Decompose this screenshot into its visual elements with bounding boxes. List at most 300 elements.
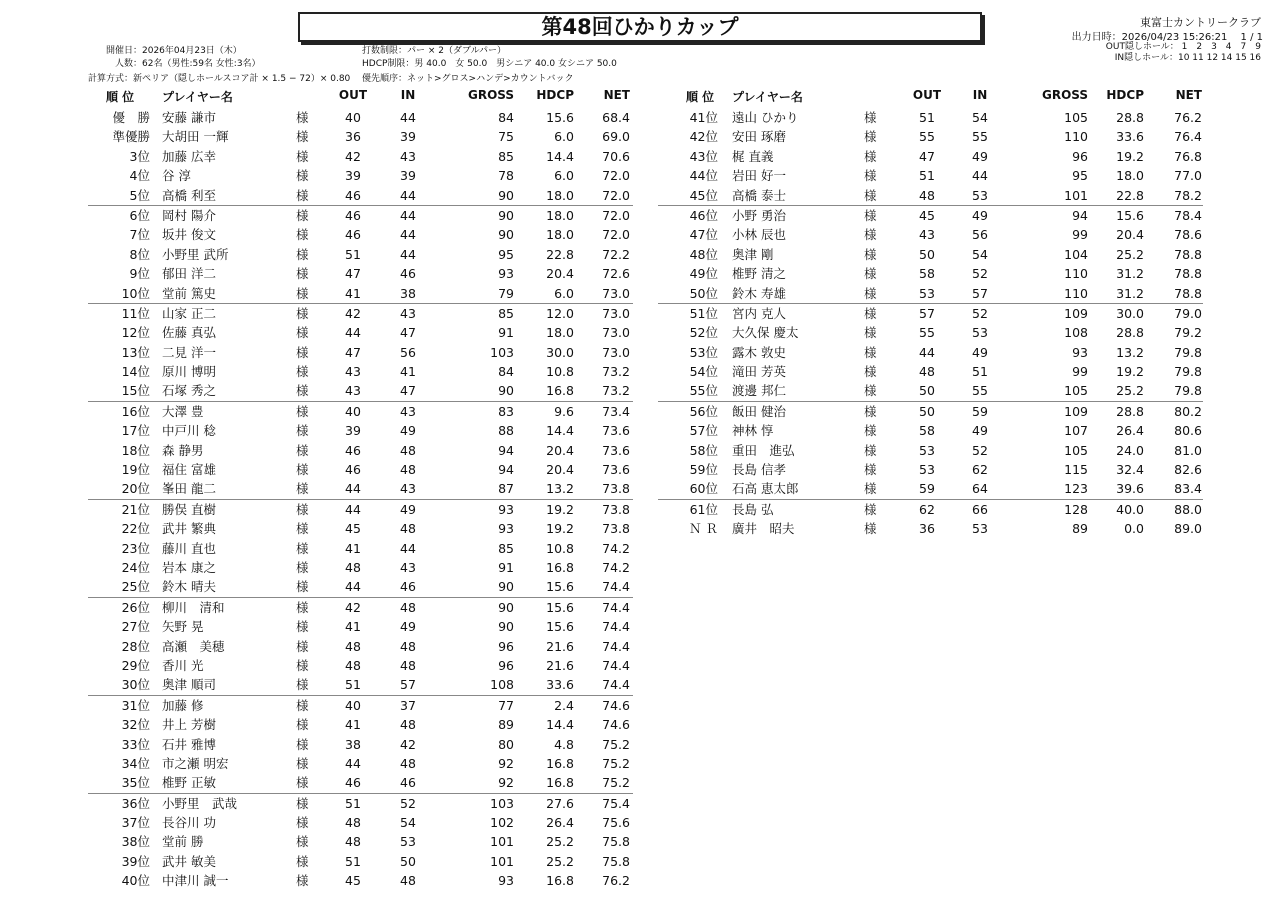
cell-name: 鈴木 晴夫 (162, 579, 216, 595)
cell-in: 47 (400, 325, 416, 341)
cell-rank: 42位 (689, 129, 718, 145)
strokes-limit: 打数制限：パー × 2（ダブルパー） (362, 46, 506, 56)
cell-out: 43 (919, 227, 935, 243)
cell-out: 51 (345, 677, 361, 693)
cell-sama: 様 (296, 657, 309, 673)
cell-gross: 93 (498, 266, 514, 282)
cell-rank: 5位 (129, 187, 150, 203)
cell-name: 廣井 昭夫 (732, 521, 795, 537)
event-info (88, 45, 261, 71)
cell-rank: 20位 (121, 481, 150, 497)
cell-sama: 様 (296, 619, 309, 635)
cell-hdcp: 28.8 (1116, 110, 1144, 125)
cell-sama: 様 (864, 305, 877, 321)
cell-sama: 様 (296, 521, 309, 537)
cell-in: 48 (400, 638, 416, 654)
cell-out: 55 (919, 129, 935, 145)
cell-sama: 様 (864, 364, 877, 380)
cell-out: 47 (345, 266, 361, 282)
cell-hdcp: 16.8 (546, 755, 574, 771)
cell-rank: 33位 (121, 736, 150, 752)
cell-gross: 85 (498, 540, 514, 556)
cell-sama: 様 (864, 521, 877, 537)
header-net: NET (1175, 88, 1202, 102)
header-name: プレイヤー名 (732, 90, 803, 104)
cell-in: 55 (972, 129, 988, 145)
cell-name: 小野 勇治 (732, 207, 786, 223)
cell-in: 56 (972, 227, 988, 243)
cell-in: 44 (400, 110, 416, 125)
cell-rank: 7位 (129, 227, 150, 243)
cell-out: 48 (345, 815, 361, 831)
cell-gross: 115 (1064, 462, 1088, 478)
table-row (88, 147, 633, 166)
cell-hdcp: 6.0 (554, 285, 574, 301)
cell-hdcp: 19.2 (1116, 148, 1144, 164)
cell-in: 52 (972, 442, 988, 458)
cell-net: 72.0 (602, 168, 630, 184)
cell-name: 岡村 陽介 (162, 207, 216, 223)
cell-out: 36 (919, 521, 935, 537)
cell-out: 46 (345, 462, 361, 478)
table-row (658, 166, 1203, 185)
cell-sama: 様 (296, 559, 309, 575)
cell-sama: 様 (296, 423, 309, 439)
cell-sama: 様 (296, 285, 309, 301)
cell-sama: 様 (864, 285, 877, 301)
cell-net: 73.0 (602, 305, 630, 321)
cell-net: 73.6 (602, 423, 630, 439)
table-row (88, 421, 633, 440)
cell-sama: 様 (864, 168, 877, 184)
cell-in: 53 (400, 834, 416, 850)
table-row (88, 343, 633, 362)
cell-gross: 110 (1064, 285, 1088, 301)
cell-hdcp: 15.6 (1116, 207, 1144, 223)
cell-rank: 優 勝 (112, 110, 150, 125)
cell-hdcp: 24.0 (1116, 442, 1144, 458)
cell-sama: 様 (296, 795, 309, 811)
cell-rank: 18位 (121, 442, 150, 458)
cell-hdcp: 33.6 (546, 677, 574, 693)
header-gross: GROSS (1042, 88, 1089, 102)
cell-in: 43 (400, 481, 416, 497)
cell-out: 47 (345, 344, 361, 360)
header-in: IN (400, 88, 416, 102)
cell-net: 81.0 (1174, 442, 1202, 458)
cell-in: 54 (972, 110, 988, 125)
cell-sama: 様 (296, 344, 309, 360)
cell-net: 75.4 (602, 795, 630, 811)
cell-gross: 85 (498, 148, 514, 164)
cell-net: 73.0 (602, 344, 630, 360)
table-row (658, 186, 1203, 205)
cell-rank: 36位 (121, 795, 150, 811)
table-row (658, 108, 1203, 127)
cell-in: 42 (400, 736, 416, 752)
cell-rank: 11位 (121, 305, 150, 321)
table-row (88, 754, 633, 773)
cell-net: 75.2 (602, 736, 630, 752)
cell-out: 51 (919, 168, 935, 184)
cell-sama: 様 (296, 501, 309, 517)
cell-net: 78.2 (1174, 187, 1202, 203)
cell-name: 露木 敦史 (732, 344, 786, 360)
cell-name: 森 静男 (162, 442, 204, 458)
cell-in: 53 (972, 521, 988, 537)
table-row (658, 245, 1203, 264)
cell-gross: 103 (490, 795, 514, 811)
printed-datetime: 出力日時：2026/04/23 15:26:21 1 / 1 (1071, 32, 1263, 43)
cell-sama: 様 (296, 853, 309, 869)
cell-sama: 様 (864, 246, 877, 262)
cell-in: 48 (400, 657, 416, 673)
table-row (88, 832, 633, 851)
cell-rank: 38位 (121, 834, 150, 850)
cell-rank: 49位 (689, 266, 718, 282)
table-row (658, 205, 1203, 225)
cell-net: 75.8 (602, 834, 630, 850)
cell-in: 39 (400, 129, 416, 145)
table-row (658, 264, 1203, 283)
table-row (658, 343, 1203, 362)
cell-out: 38 (345, 736, 361, 752)
cell-out: 44 (345, 579, 361, 595)
cell-in: 49 (400, 501, 416, 517)
header-rank: 順 位 (106, 90, 135, 104)
cell-rank: 61位 (689, 501, 718, 517)
cell-net: 74.4 (602, 677, 630, 693)
cell-name: 重田 進弘 (732, 442, 795, 458)
cell-name: 堂前 勝 (162, 834, 204, 850)
cell-sama: 様 (296, 873, 309, 889)
cell-in: 48 (400, 462, 416, 478)
cell-rank: 24位 (121, 559, 150, 575)
table-row (88, 558, 633, 577)
cell-net: 74.4 (602, 638, 630, 654)
cell-net: 72.2 (602, 246, 630, 262)
cell-net: 72.0 (602, 187, 630, 203)
table-row (658, 460, 1203, 479)
table-row (88, 773, 633, 792)
cell-gross: 105 (1064, 110, 1088, 125)
cell-name: 石高 恵太郎 (732, 481, 799, 497)
cell-gross: 79 (498, 285, 514, 301)
cell-out: 39 (345, 423, 361, 439)
cell-hdcp: 20.4 (546, 442, 574, 458)
cell-sama: 様 (864, 148, 877, 164)
cell-gross: 110 (1064, 266, 1088, 282)
cell-sama: 様 (296, 246, 309, 262)
table-row (88, 656, 633, 675)
table-row (88, 108, 633, 127)
cell-sama: 様 (296, 755, 309, 771)
cell-in: 44 (400, 187, 416, 203)
cell-in: 50 (400, 853, 416, 869)
cell-gross: 90 (498, 599, 514, 615)
results-table-left (88, 108, 633, 891)
cell-out: 47 (919, 148, 935, 164)
cell-out: 44 (345, 501, 361, 517)
cell-name: 矢野 晃 (162, 619, 204, 635)
cell-net: 73.8 (602, 501, 630, 517)
cell-out: 45 (345, 521, 361, 537)
cell-in: 43 (400, 148, 416, 164)
table-row (88, 245, 633, 264)
cell-rank: 47位 (689, 227, 718, 243)
cell-gross: 105 (1064, 442, 1088, 458)
cell-out: 48 (919, 187, 935, 203)
cell-rank: 44位 (689, 168, 718, 184)
table-row (88, 695, 633, 715)
cell-in: 44 (972, 168, 988, 184)
cell-out: 62 (919, 501, 935, 517)
cell-net: 73.6 (602, 442, 630, 458)
cell-rank: 13位 (121, 344, 150, 360)
cell-hdcp: 15.6 (546, 579, 574, 595)
cell-rank: 31位 (121, 697, 150, 713)
header-in: IN (972, 88, 988, 102)
cell-in: 62 (972, 462, 988, 478)
cell-out: 44 (919, 344, 935, 360)
cell-gross: 107 (1064, 423, 1088, 439)
cell-net: 70.6 (602, 148, 630, 164)
cell-rank: 25位 (121, 579, 150, 595)
cell-net: 74.4 (602, 579, 630, 595)
cell-in: 54 (972, 246, 988, 262)
table-row (658, 381, 1203, 400)
cell-net: 80.6 (1174, 423, 1202, 439)
cell-name: 郁田 洋二 (162, 266, 216, 282)
cell-rank: 55位 (689, 383, 718, 399)
cell-net: 79.8 (1174, 383, 1202, 399)
cell-gross: 87 (498, 481, 514, 497)
cell-net: 76.4 (1174, 129, 1202, 145)
cell-name: 中津川 誠一 (162, 873, 229, 889)
table-row (88, 499, 633, 519)
table-row (88, 303, 633, 323)
cell-hdcp: 15.6 (546, 110, 574, 125)
cell-rank: 40位 (121, 873, 150, 889)
cell-out: 51 (345, 795, 361, 811)
cell-sama: 様 (864, 129, 877, 145)
cell-rank: 12位 (121, 325, 150, 341)
cell-name: 武井 敏美 (162, 853, 216, 869)
cell-hdcp: 22.8 (546, 246, 574, 262)
cell-name: 堂前 篤史 (162, 285, 216, 301)
cell-rank: 43位 (689, 148, 718, 164)
cell-name: 山家 正二 (162, 305, 216, 321)
cell-in: 41 (400, 364, 416, 380)
table-row (658, 421, 1203, 440)
cell-out: 51 (345, 853, 361, 869)
cell-in: 38 (400, 285, 416, 301)
cell-net: 73.8 (602, 521, 630, 537)
cell-net: 76.2 (602, 873, 630, 889)
cell-gross: 96 (498, 638, 514, 654)
cell-rank: 22位 (121, 521, 150, 537)
cell-name: 神林 惇 (732, 423, 774, 439)
cell-hdcp: 13.2 (546, 481, 574, 497)
cell-hdcp: 4.8 (554, 736, 574, 752)
cell-rank: 6位 (129, 207, 150, 223)
cell-sama: 様 (296, 383, 309, 399)
table-row (88, 362, 633, 381)
cell-out: 55 (919, 325, 935, 341)
cell-net: 79.0 (1174, 305, 1202, 321)
cell-hdcp: 14.4 (546, 148, 574, 164)
cell-net: 74.2 (602, 559, 630, 575)
cell-name: 原川 博明 (162, 364, 216, 380)
cell-name: 石塚 秀之 (162, 383, 216, 399)
cell-net: 76.2 (1174, 110, 1202, 125)
cell-sama: 様 (296, 305, 309, 321)
cell-name: 滝田 芳英 (732, 364, 786, 380)
cell-gross: 123 (1064, 481, 1088, 497)
cell-sama: 様 (864, 344, 877, 360)
cell-gross: 96 (1072, 148, 1088, 164)
cell-rank: 60位 (689, 481, 718, 497)
cell-rank: 53位 (689, 344, 718, 360)
cell-name: 遠山 ひかり (732, 110, 799, 125)
cell-sama: 様 (296, 815, 309, 831)
cell-net: 75.2 (602, 755, 630, 771)
cell-out: 40 (345, 403, 361, 419)
cell-gross: 89 (498, 717, 514, 733)
table-row (88, 519, 633, 538)
cell-in: 53 (972, 325, 988, 341)
cell-hdcp: 25.2 (546, 853, 574, 869)
cell-in: 47 (400, 383, 416, 399)
cell-rank: 26位 (121, 599, 150, 615)
cell-out: 36 (345, 129, 361, 145)
table-row (658, 303, 1203, 323)
cell-out: 45 (919, 207, 935, 223)
cell-gross: 77 (498, 697, 514, 713)
cell-in: 43 (400, 559, 416, 575)
header-hdcp: HDCP (536, 88, 574, 102)
cell-net: 79.8 (1174, 344, 1202, 360)
cell-name: 武井 繁典 (162, 521, 216, 537)
cell-gross: 93 (498, 501, 514, 517)
cell-gross: 91 (498, 559, 514, 575)
cell-hdcp: 9.6 (554, 403, 574, 419)
cell-hdcp: 16.8 (546, 559, 574, 575)
cell-net: 77.0 (1174, 168, 1202, 184)
right-table-header (658, 88, 1203, 108)
cell-sama: 様 (296, 481, 309, 497)
cell-gross: 105 (1064, 383, 1088, 399)
cell-hdcp: 30.0 (546, 344, 574, 360)
cell-out: 46 (345, 227, 361, 243)
table-row (88, 852, 633, 871)
cell-out: 41 (345, 540, 361, 556)
table-row (88, 205, 633, 225)
cell-rank: 3位 (129, 148, 150, 164)
calc-method: 計算方式：新ペリア（隠しホールスコア計 × 1.5 − 72）× 0.80 (88, 74, 351, 84)
cell-name: 大澤 豊 (162, 403, 204, 419)
table-row (88, 460, 633, 479)
table-row (658, 519, 1203, 538)
cell-gross: 90 (498, 619, 514, 635)
table-row (658, 441, 1203, 460)
cell-name: 小林 辰也 (732, 227, 786, 243)
cell-in: 49 (400, 423, 416, 439)
cell-sama: 様 (296, 834, 309, 850)
cell-sama: 様 (864, 481, 877, 497)
cell-gross: 84 (498, 364, 514, 380)
cell-net: 73.4 (602, 403, 630, 419)
cell-sama: 様 (296, 364, 309, 380)
cell-hdcp: 0.0 (1124, 521, 1144, 537)
cell-name: 奥津 剛 (732, 246, 774, 262)
cell-gross: 93 (498, 873, 514, 889)
cell-hdcp: 10.8 (546, 540, 574, 556)
cell-gross: 99 (1072, 227, 1088, 243)
cell-gross: 94 (498, 462, 514, 478)
cell-gross: 101 (490, 834, 514, 850)
cell-hdcp: 18.0 (546, 207, 574, 223)
header-out: OUT (338, 88, 368, 102)
table-row (88, 225, 633, 244)
cell-net: 78.4 (1174, 207, 1202, 223)
cell-rank: 9位 (129, 266, 150, 282)
cell-sama: 様 (296, 168, 309, 184)
cell-in: 39 (400, 168, 416, 184)
cell-gross: 109 (1064, 403, 1088, 419)
cell-hdcp: 19.2 (546, 521, 574, 537)
cell-rank: 32位 (121, 717, 150, 733)
cell-in: 49 (972, 344, 988, 360)
cell-gross: 88 (498, 423, 514, 439)
cell-net: 68.4 (602, 110, 630, 125)
cell-net: 89.0 (1174, 521, 1202, 537)
cell-name: 椎野 正敏 (162, 775, 216, 791)
cell-out: 53 (919, 442, 935, 458)
cell-hdcp: 25.2 (1116, 383, 1144, 399)
cell-rank: 35位 (121, 775, 150, 791)
cell-in: 48 (400, 717, 416, 733)
cell-net: 73.8 (602, 481, 630, 497)
table-row (88, 617, 633, 636)
cell-sama: 様 (296, 775, 309, 791)
cell-rank: 58位 (689, 442, 718, 458)
cell-name: 長島 信孝 (732, 462, 786, 478)
cell-rank: 39位 (121, 853, 150, 869)
cell-in: 43 (400, 403, 416, 419)
cell-name: 高瀬 美穂 (162, 638, 225, 654)
cell-sama: 様 (296, 187, 309, 203)
cell-sama: 様 (296, 129, 309, 145)
table-row (88, 597, 633, 617)
cell-out: 39 (345, 168, 361, 184)
cell-in: 49 (972, 423, 988, 439)
cell-sama: 様 (296, 540, 309, 556)
limit-info (362, 45, 617, 71)
cell-in: 46 (400, 266, 416, 282)
cell-name: 宮内 克人 (732, 305, 786, 321)
cell-out: 46 (345, 442, 361, 458)
cell-net: 69.0 (602, 129, 630, 145)
cell-out: 48 (345, 657, 361, 673)
cell-sama: 様 (296, 638, 309, 654)
cell-in: 57 (400, 677, 416, 693)
cell-in: 44 (400, 227, 416, 243)
cell-net: 73.0 (602, 285, 630, 301)
header-out: OUT (912, 88, 942, 102)
cell-hdcp: 28.8 (1116, 325, 1144, 341)
cell-sama: 様 (864, 110, 877, 125)
